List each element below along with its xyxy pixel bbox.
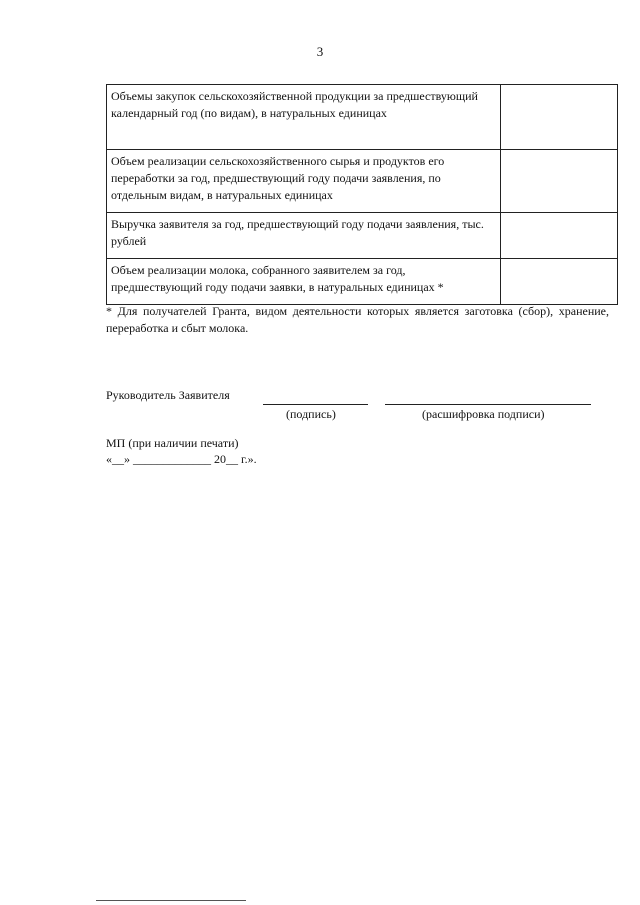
signature-label: Руководитель Заявителя xyxy=(106,388,230,402)
table-row xyxy=(107,150,618,213)
signature-line xyxy=(263,404,368,405)
decode-caption: (расшифровка подписи) xyxy=(422,407,545,421)
signature-caption: (подпись) xyxy=(286,407,336,421)
decode-line xyxy=(385,404,591,405)
table-row xyxy=(107,85,618,150)
table-row-value xyxy=(501,213,618,259)
bottom-rule xyxy=(96,900,246,901)
page-number: 3 xyxy=(316,44,324,59)
data-table xyxy=(106,84,618,305)
table-row xyxy=(107,213,618,259)
table-row-value xyxy=(501,85,618,150)
table-row-value xyxy=(501,150,618,213)
table-row-label: Объемы закупок сельскохозяйственной продукции за предшествующий календарный год (по видам), в натуральных единицах xyxy=(107,85,501,150)
footnote: * Для получателей Гранта, видом деятельности которых является заготовка (сбор), хранение, переработка и сбыт молока. xyxy=(106,304,609,335)
table-row-label: Объем реализации сельскохозяйственного сырья и продуктов его переработки за год, предшествующий году подачи заявления, по отдельным видам, в натуральных единицах xyxy=(107,150,501,213)
seal-label: МП (при наличии печати) xyxy=(106,436,239,450)
table-row-value xyxy=(501,259,618,305)
table-row xyxy=(107,259,618,305)
table-row-label: Объем реализации молока, собранного заявителем за год, предшествующий году подачи заявки, в натуральных единицах * xyxy=(107,259,501,305)
table-row-label: Выручка заявителя за год, предшествующий году подачи заявления, тыс. рублей xyxy=(107,213,501,259)
date-line: «__» _____________ 20__ г.». xyxy=(106,452,257,466)
